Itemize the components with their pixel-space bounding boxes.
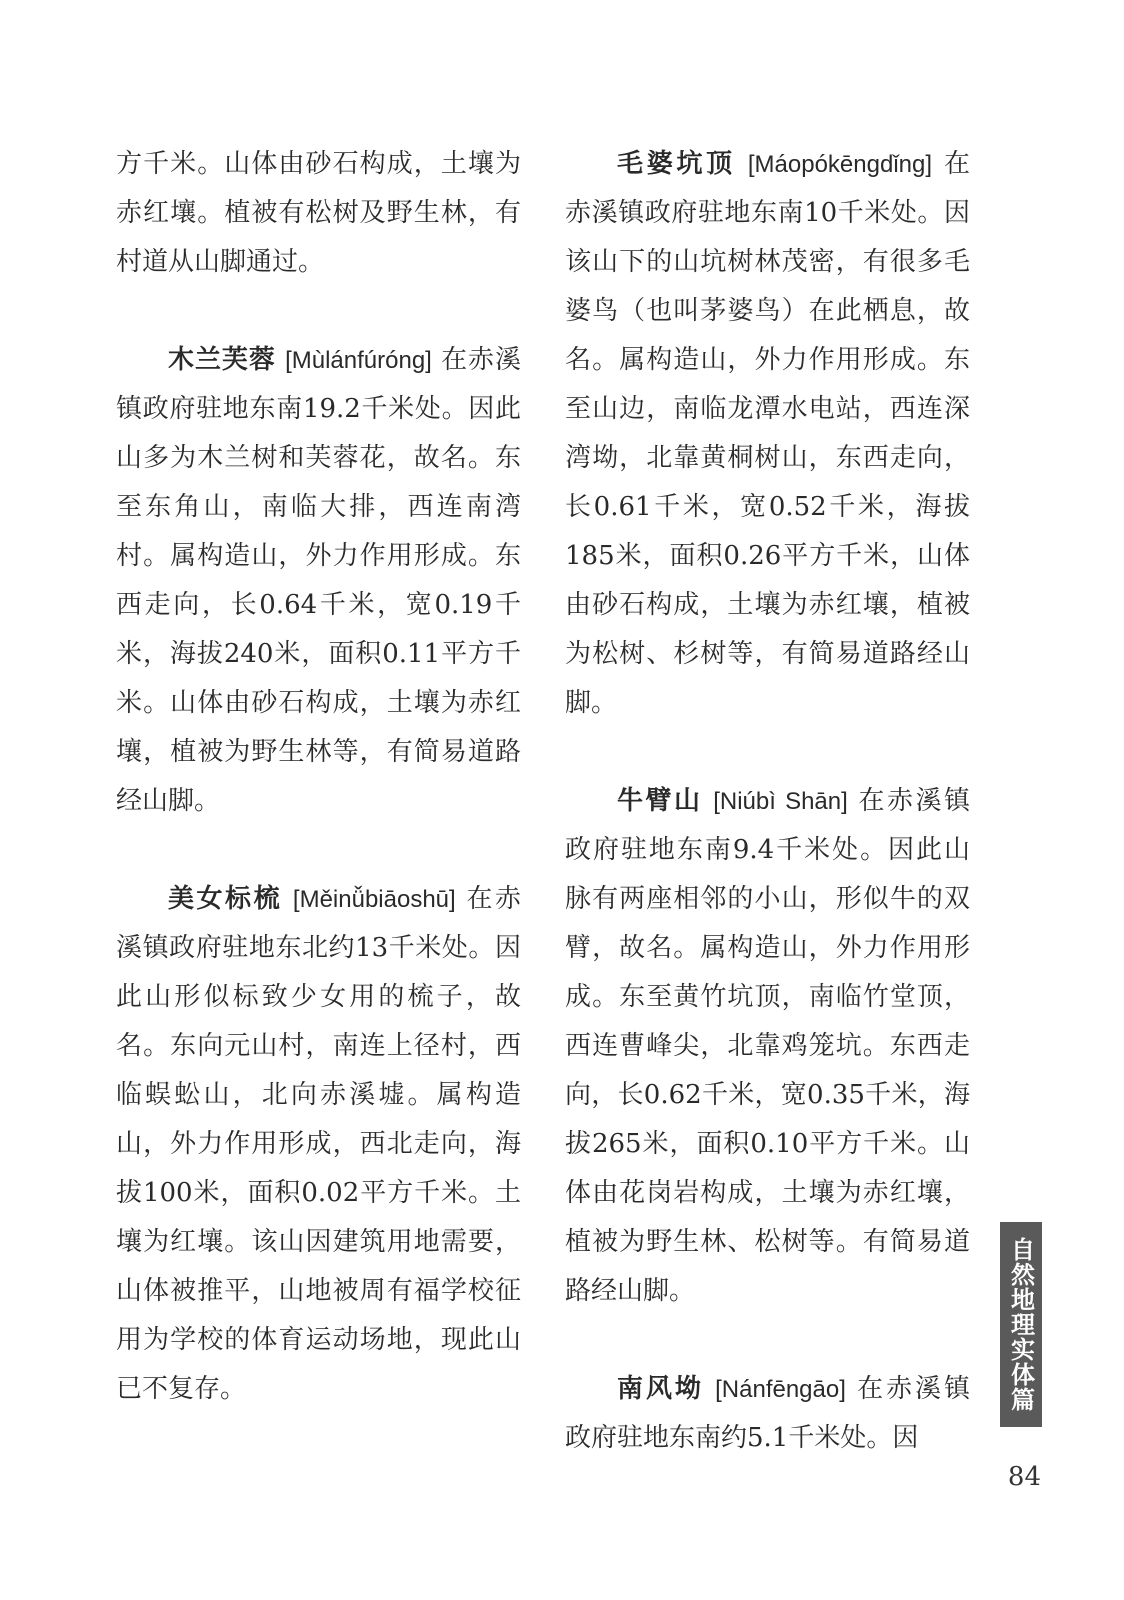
entry-term: 牛臂山 (617, 786, 703, 816)
entry-term: 南风坳 (617, 1374, 704, 1404)
right-column (565, 140, 970, 1463)
entry-meinvbiaoshu (116, 875, 521, 1414)
entry-niubishan (565, 777, 970, 1316)
entry-text: 在赤溪镇政府驻地东南9.4千米处。因此山脉有两座相邻的小山，形似牛的双臂，故名。属构造山，外力作用形成。东至黄竹坑顶，南临竹堂顶，西连曹峰尖，北靠鸡笼坑。东西走向，长0.62千米，宽0.35千米，海拔265米，面积0.10平方千米。山体由花岗岩构成，土壤为赤红壤，植被为野生林、松树等。有简易道路经山脚。 (565, 786, 970, 1306)
entry-term: 木兰芙蓉 (168, 345, 276, 375)
entry-text: 在赤溪镇政府驻地东南10千米处。因该山下的山坑树林茂密，有很多毛婆鸟（也叫茅婆鸟）在此栖息，故名。属构造山，外力作用形成。东至山边，南临龙潭水电站，西连深湾坳，北靠黄桐树山，东西走向，长0.61千米，宽0.52千米，海拔185米，面积0.26平方千米，山体由砂石构成，土壤为赤红壤，植被为松树、杉树等，有简易道路经山脚。 (565, 149, 970, 718)
entry-pinyin: [Niúbì Shān] (713, 788, 848, 815)
entry-pinyin: [Mùlánfúróng] (285, 347, 432, 374)
entry-term: 美女标梳 (168, 884, 283, 914)
page-number: 84 (1007, 1462, 1041, 1492)
entry-text: 在赤溪镇政府驻地东南19.2千米处。因此山多为木兰树和芙蓉花，故名。东至东角山，南临大排，西连南湾村。属构造山，外力作用形成。东西走向，长0.64千米，宽0.19千米，海拔240米，面积0.11平方千米。山体由砂石构成，土壤为赤红壤，植被为野生林等，有简易道路经山脚。 (116, 345, 522, 816)
entry-nanfengao (565, 1365, 970, 1463)
entry-text: 在赤溪镇政府驻地东北约13千米处。因此山形似标致少女用的梳子，故名。东向元山村，南连上径村，西临蜈蚣山，北向赤溪墟。属构造山，外力作用形成，西北走向，海拔100米，面积0.02平方千米。土壤为红壤。该山因建筑用地需要，山体被推平，山地被周有福学校征用为学校的体育运动场地，现此山已不复存。 (116, 884, 522, 1404)
entry-pinyin: [Nánfēngāo] (715, 1376, 846, 1403)
continued-paragraph: 方千米。山体由砂石构成，土壤为赤红壤。植被有松树及野生林，有村道从山脚通过。 (116, 149, 521, 277)
entry-mulanfurong (116, 336, 521, 826)
entry-maopokengding (565, 140, 970, 728)
left-column (116, 140, 521, 1414)
entry-pinyin: [Měinǚbiāoshū] (292, 886, 456, 913)
entry-pinyin: [Máopókēngdǐng] (747, 151, 933, 178)
section-tab: 自然地理实体篇 (1000, 1222, 1042, 1427)
entry-text: 在赤溪镇政府驻地东南约5.1千米处。因 (565, 1374, 971, 1453)
entry-term: 毛婆坑顶 (617, 149, 736, 179)
